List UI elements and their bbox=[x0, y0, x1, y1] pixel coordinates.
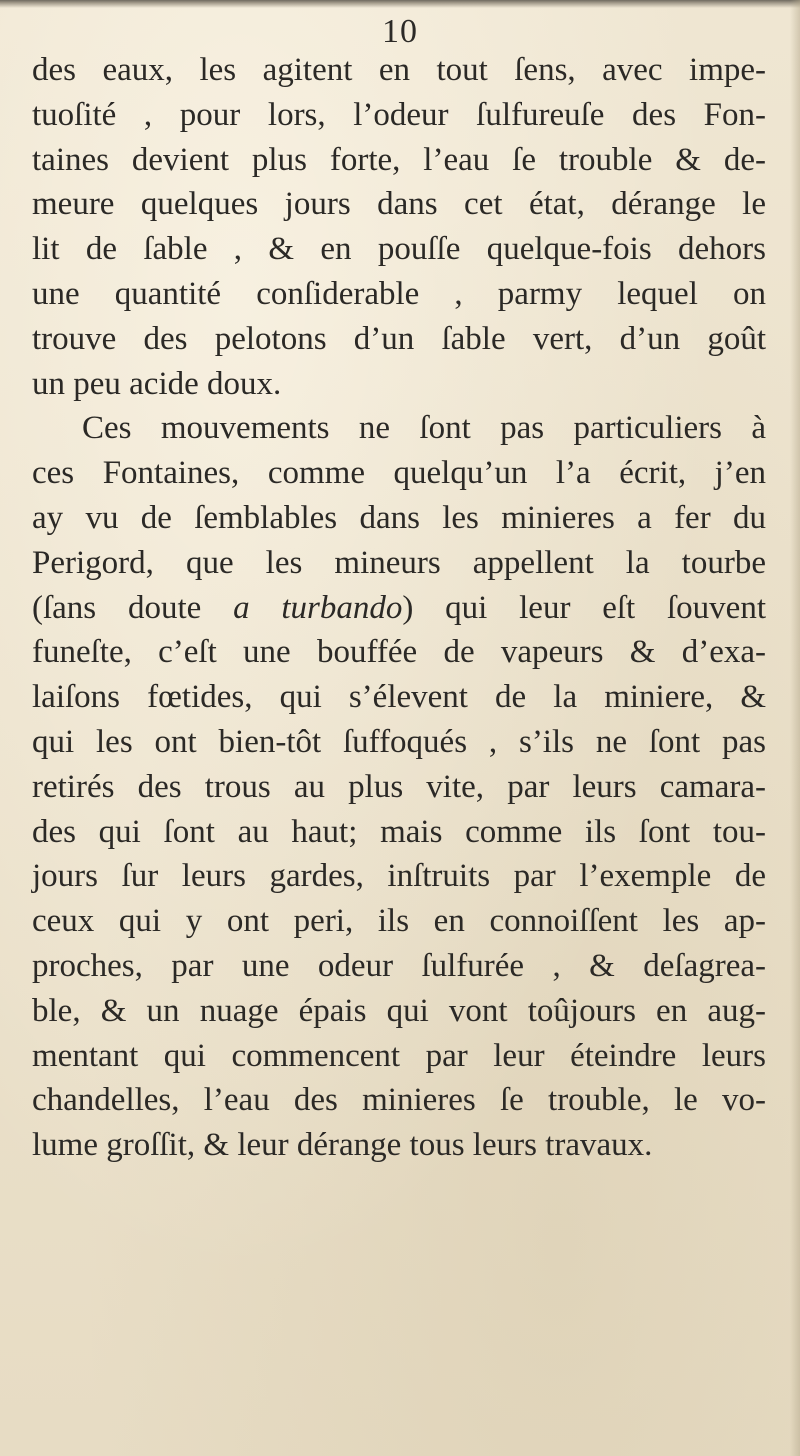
text-line: jours ſur leurs gardes, inſtruits par l’exemple de bbox=[32, 858, 766, 895]
text-line: proches, par une odeur ſulfurée , & deſagrea- bbox=[32, 947, 766, 984]
text-line: des eaux, les agitent en tout ſens, avec impe- bbox=[32, 52, 766, 88]
text-line: ble, & un nuage épais qui vont toûjours en aug- bbox=[32, 992, 766, 1029]
text-line: Ces mouvements ne ſont pas particuliers à bbox=[82, 410, 766, 447]
text-segment: ) qui leur eſt ſouvent bbox=[402, 589, 766, 626]
text-line: meure quelques jours dans cet état, dérange le bbox=[32, 186, 766, 223]
text-line: une quantité conſiderable , parmy lequel on bbox=[32, 275, 766, 312]
text-line: taines devient plus forte, l’eau ſe trouble & de- bbox=[32, 141, 766, 178]
text-line: chandelles, l’eau des minieres ſe trouble, le vo- bbox=[32, 1082, 766, 1119]
text-line: funeſte, c’eſt une bouffée de vapeurs & d’exa- bbox=[32, 634, 766, 671]
paragraph-1 bbox=[32, 48, 766, 406]
italic-phrase: a turbando bbox=[233, 589, 403, 626]
page-top-edge bbox=[0, 0, 800, 8]
text-line: laiſons fœtides, qui s’élevent de la miniere, & bbox=[32, 679, 766, 716]
text-line: lume groſſit, & leur dérange tous leurs travaux. bbox=[32, 1127, 653, 1164]
text-line: ay vu de ſemblables dans les minieres a fer du bbox=[32, 499, 766, 536]
text-line: ceux qui y ont peri, ils en connoiſſent les ap- bbox=[32, 903, 766, 940]
text-line: lit de ſable , & en pouſſe quelque-fois dehors bbox=[32, 231, 766, 268]
text-line: trouve des pelotons d’un ſable vert, d’un goût bbox=[32, 320, 766, 357]
text-line: des qui ſont au haut; mais comme ils ſont tou- bbox=[32, 813, 766, 850]
page-number: 10 bbox=[382, 13, 418, 50]
text-line: Perigord, que les mineurs appellent la tourbe bbox=[32, 544, 766, 581]
text-segment: (ſans doute bbox=[32, 589, 202, 626]
text-line: un peu acide doux. bbox=[32, 365, 282, 402]
text-line-with-italic bbox=[32, 586, 766, 631]
page-right-edge bbox=[790, 0, 800, 1456]
text-line: mentant qui commencent par leur éteindre leurs bbox=[32, 1037, 766, 1074]
paragraph-2 bbox=[32, 406, 766, 1168]
text-line: retirés des trous au plus vite, par leurs camara- bbox=[32, 768, 766, 805]
body-text bbox=[32, 48, 766, 1168]
text-line: tuoſité , pour lors, l’odeur ſulfureuſe des Fon- bbox=[32, 96, 766, 133]
text-line: ces Fontaines, comme quelqu’un l’a écrit, j’en bbox=[32, 455, 766, 492]
text-line: qui les ont bien-tôt ſuffoqués , s’ils ne ſont pas bbox=[32, 723, 766, 760]
